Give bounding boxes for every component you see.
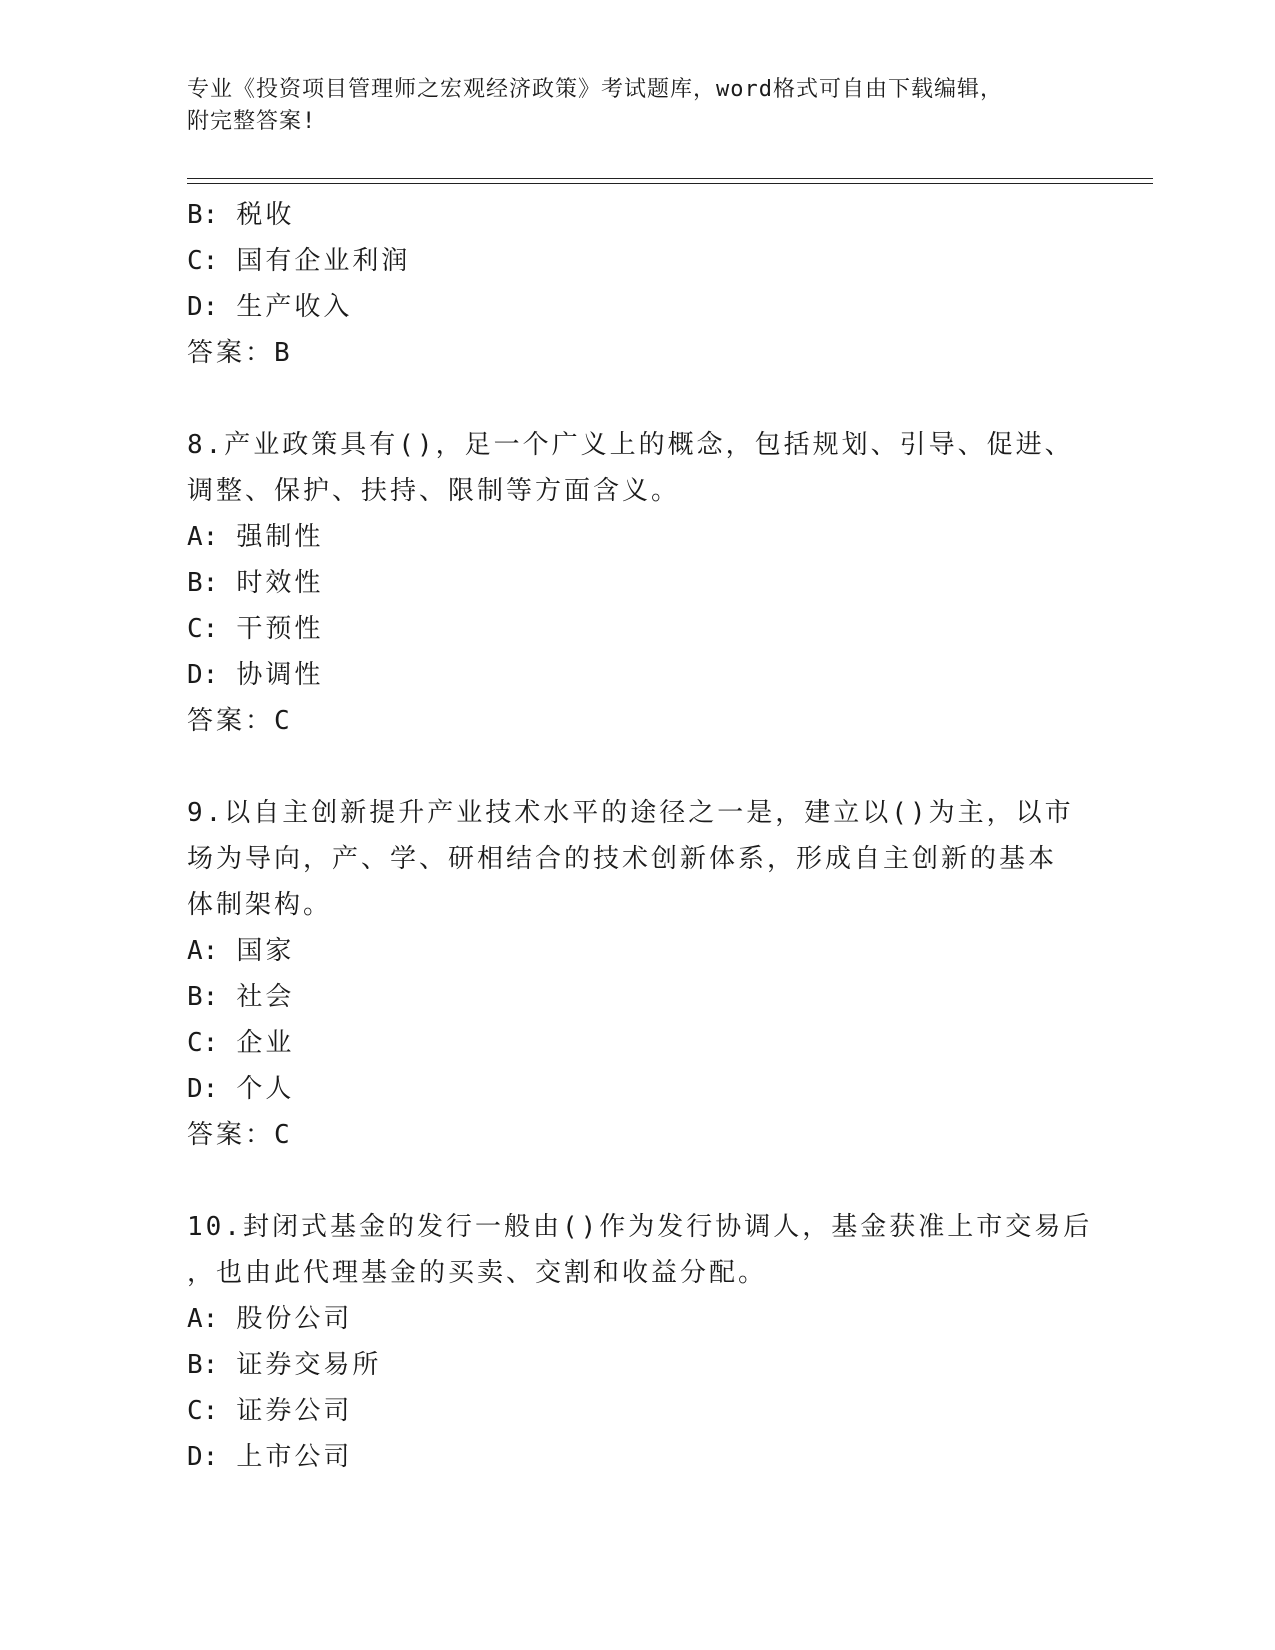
question-8 <box>187 422 1087 744</box>
question-stem-line: 8.产业政策具有()，足一个广义上的概念，包括规划、引导、促进、 <box>187 430 1074 460</box>
question-content <box>187 192 1093 1480</box>
option-a: A: 强制性 <box>187 522 324 552</box>
question-10 <box>187 1204 1093 1480</box>
prev-question-block <box>187 192 1087 376</box>
option-b: B: 证券交易所 <box>187 1350 382 1380</box>
spacer <box>187 744 1087 790</box>
header-divider-bottom <box>187 183 1153 184</box>
option-a: A: 国家 <box>187 936 295 966</box>
option-b: B: 税收 <box>187 200 295 230</box>
question-stem-line: 9.以自主创新提升产业技术水平的途径之一是，建立以()为主，以市 <box>187 798 1074 828</box>
option-b: B: 时效性 <box>187 568 324 598</box>
option-c: C: 国有企业利润 <box>187 246 411 276</box>
document-header <box>187 74 1067 138</box>
spacer <box>187 1158 1087 1204</box>
option-c: C: 企业 <box>187 1028 295 1058</box>
question-9 <box>187 790 1087 1158</box>
option-d: D: 个人 <box>187 1074 295 1104</box>
header-divider-top <box>187 178 1153 179</box>
spacer <box>187 376 1087 422</box>
question-stem-line: 10.封闭式基金的发行一般由()作为发行协调人，基金获准上市交易后 <box>187 1212 1093 1242</box>
answer-line: 答案：B <box>187 338 293 368</box>
question-stem-line: 场为导向，产、学、研相结合的技术创新体系，形成自主创新的基本 <box>187 844 1058 874</box>
option-d: D: 上市公司 <box>187 1442 353 1472</box>
answer-line: 答案：C <box>187 706 293 736</box>
option-d: D: 协调性 <box>187 660 324 690</box>
option-c: C: 干预性 <box>187 614 324 644</box>
option-b: B: 社会 <box>187 982 295 1012</box>
option-a: A: 股份公司 <box>187 1304 353 1334</box>
header-line-2: 附完整答案! <box>187 109 317 134</box>
option-d: D: 生产收入 <box>187 292 353 322</box>
option-c: C: 证券公司 <box>187 1396 353 1426</box>
question-stem-line: 体制架构。 <box>187 890 333 920</box>
header-line-1: 专业《投资项目管理师之宏观经济政策》考试题库，word格式可自由下载编辑， <box>187 77 1003 102</box>
question-stem-line: ，也由此代理基金的买卖、交割和收益分配。 <box>187 1258 768 1288</box>
answer-line: 答案：C <box>187 1120 293 1150</box>
question-stem-line: 调整、保护、扶持、限制等方面含义。 <box>187 476 681 506</box>
